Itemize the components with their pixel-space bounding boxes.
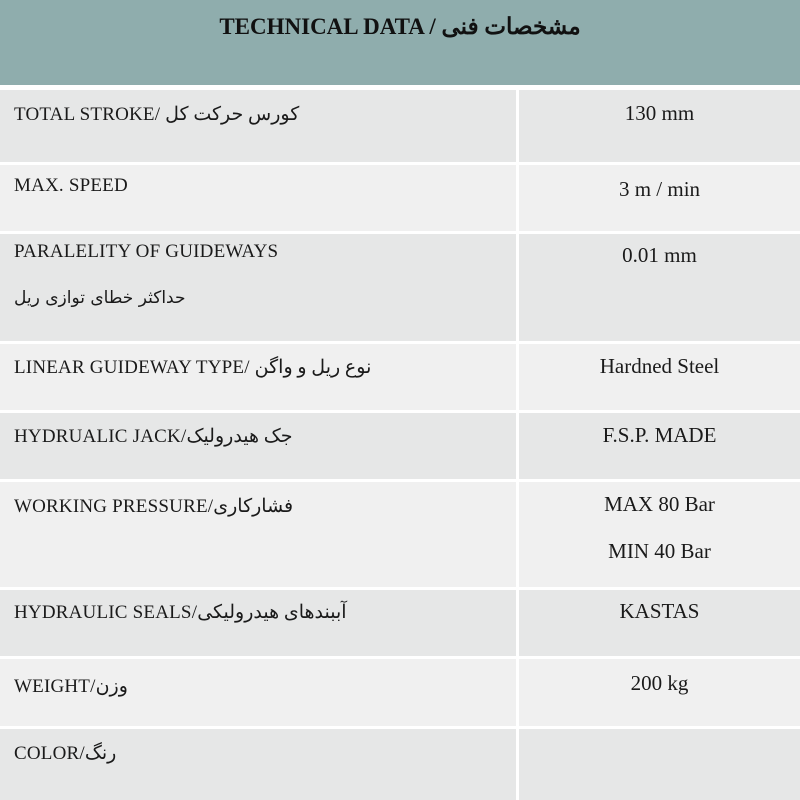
row-label: WORKING PRESSURE/فشارکاری [14, 496, 294, 517]
row-label: HYDRAULIC SEALS/آببندهای هیدرولیکی [14, 602, 347, 623]
row-value: 130 mm [624, 101, 695, 125]
row-value: KASTAS [619, 599, 700, 623]
row-label: COLOR/رنگ [14, 743, 117, 764]
label-cell [0, 90, 516, 162]
row-label: WEIGHT/وزن [14, 676, 128, 697]
row-value: 3 m / min [618, 177, 701, 201]
row-label: TOTAL STROKE/ کورس حرکت کل [14, 104, 300, 125]
row-label: MAX. SPEED [14, 175, 128, 196]
row-label: PARALELITY OF GUIDEWAYS [14, 241, 279, 262]
row-value: 0.01 mm [622, 243, 697, 267]
row-label: HYDRUALIC JACK/جک هیدرولیک [14, 426, 293, 447]
row-value: MAX 80 Bar [604, 492, 715, 516]
table-row-color [0, 729, 800, 800]
row-value: F.S.P. MADE [602, 423, 717, 447]
table-title: TECHNICAL DATA / مشخصات فنی [219, 14, 581, 39]
table-header [0, 0, 800, 85]
row-label: LINEAR GUIDEWAY TYPE/ نوع ریل و واگن [14, 357, 372, 378]
row-value: 200 kg [630, 671, 689, 695]
value-cell [519, 729, 800, 800]
row-value-secondary: MIN 40 Bar [608, 539, 711, 563]
row-label-secondary: حداکثر خطای توازی ریل [14, 288, 186, 308]
row-value: Hardned Steel [599, 354, 720, 378]
